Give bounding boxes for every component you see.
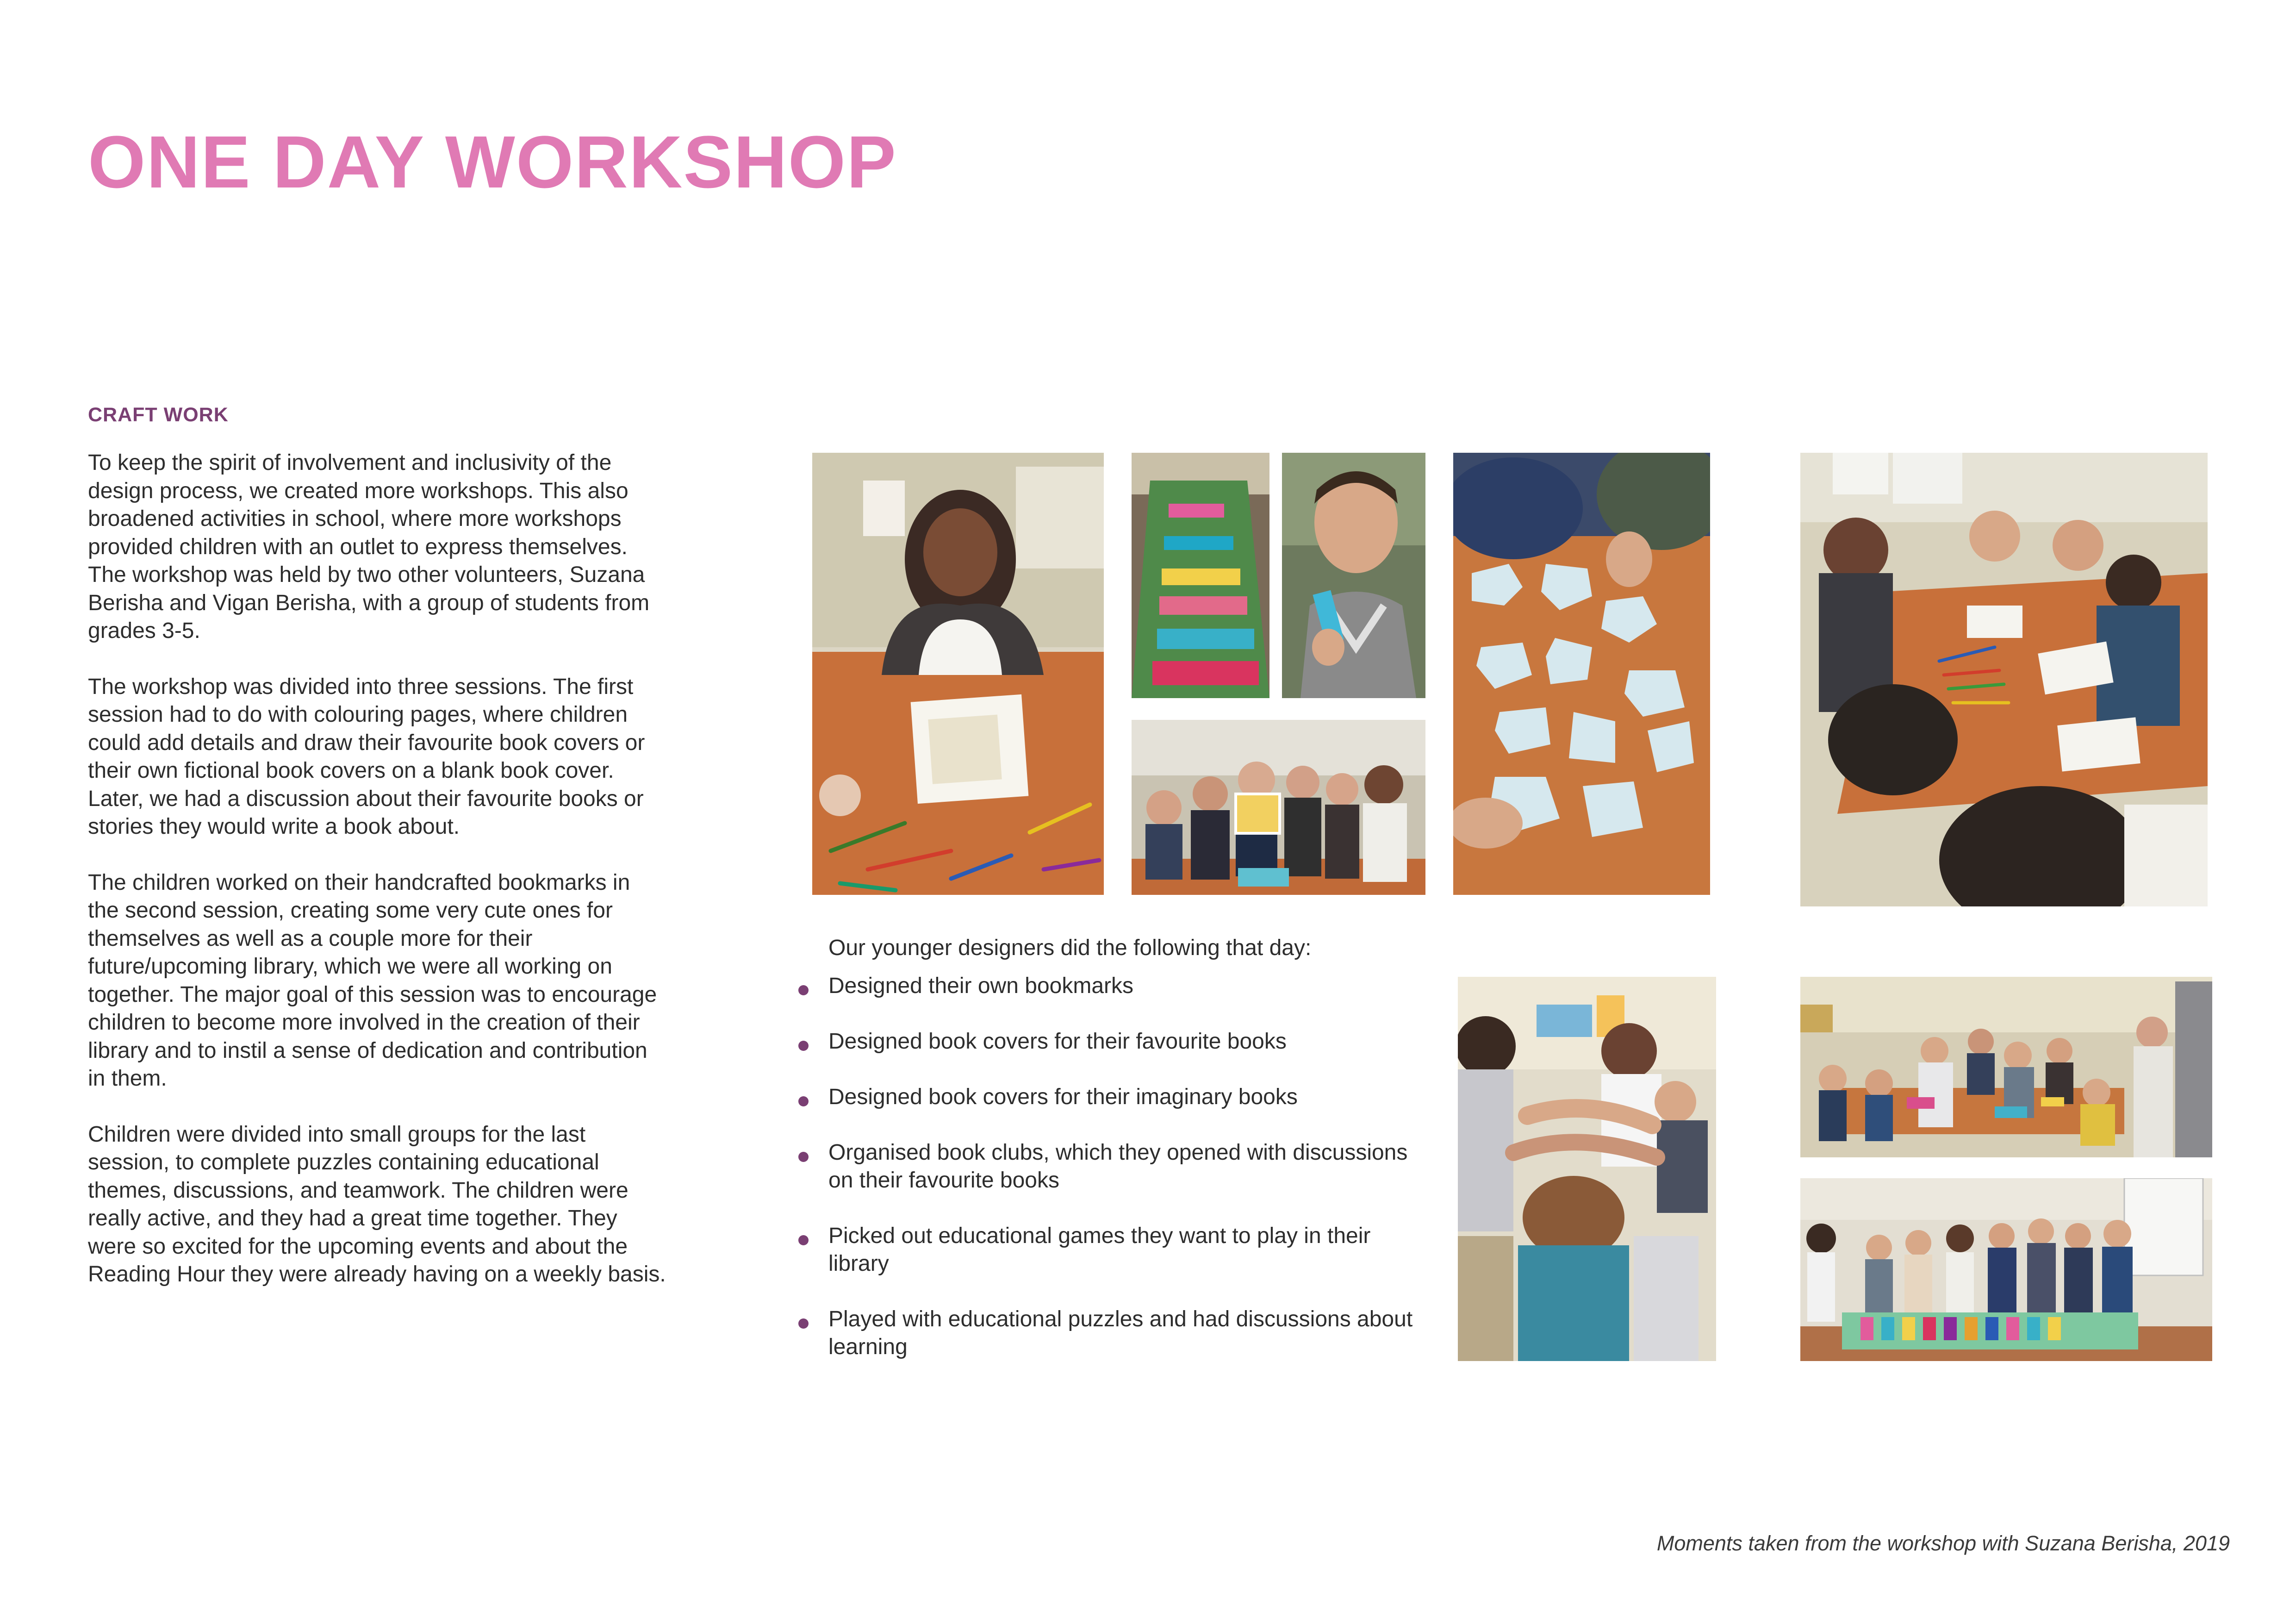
bullet-icon bbox=[798, 1152, 809, 1162]
photo-group-hands bbox=[1458, 977, 1716, 1361]
photo-boy-bookmark bbox=[1282, 453, 1425, 698]
list-item-text: Designed their own bookmarks bbox=[828, 974, 1133, 998]
photo-group-bookmarks bbox=[1800, 1178, 2212, 1361]
list-item bbox=[794, 1305, 1414, 1361]
list-item bbox=[794, 1139, 1414, 1194]
photo-caption: Moments taken from the workshop with Suzana Berisha, 2019 bbox=[1656, 1531, 2230, 1555]
paragraph: To keep the spirit of involvement and inclusivity of the design process, we created more workshops. This also broadened activities in school, where more workshops provided children with an outlet to express themselves. The workshop was held by two other volunteers, Suzana Berisha and Vigan Berisha, with a group of students from grades 3-5. bbox=[88, 450, 650, 643]
bullet-icon bbox=[798, 1096, 809, 1106]
list-item-text: Played with educational puzzles and had discussions about learning bbox=[828, 1307, 1413, 1359]
body-text bbox=[88, 449, 666, 1317]
list-item-text: Picked out educational games they want to play in their library bbox=[828, 1224, 1371, 1276]
list-item-text: Designed book covers for their favourite books bbox=[828, 1029, 1287, 1054]
bullet-icon bbox=[798, 985, 809, 995]
list-item bbox=[794, 972, 1414, 1000]
list-item bbox=[794, 1083, 1414, 1111]
photo-group-drawing bbox=[1132, 720, 1425, 895]
activities-intro: Our younger designers did the following that day: bbox=[828, 936, 1312, 960]
photo-girl-colouring bbox=[812, 453, 1104, 895]
paragraph: The workshop was divided into three sessions. The first session had to do with colouring pages, where children could add details and draw their favourite book covers or their own fictional book covers on a blank book cover. Later, we had a discussion about their favourite books or stories they would write a book about. bbox=[88, 674, 645, 839]
bullet-icon bbox=[798, 1041, 809, 1051]
bullet-icon bbox=[798, 1235, 809, 1245]
paragraph: The children worked on their handcrafted bookmarks in the second session, creating some very cute ones for themselves as well as a couple more for their future/upcoming library, which we were all working on together. The major goal of this session was to encourage children to become more involved in the creation of their library and to instil a sense of dedication and contribution in them. bbox=[88, 870, 657, 1091]
list-item bbox=[794, 1028, 1414, 1056]
bullet-icon bbox=[798, 1318, 809, 1329]
page-title: ONE DAY WORKSHOP bbox=[88, 120, 897, 203]
activities-list bbox=[794, 972, 1414, 1361]
list-item bbox=[794, 1222, 1414, 1278]
list-item-text: Organised book clubs, which they opened with discussions on their favourite books bbox=[828, 1140, 1408, 1193]
paragraph: Children were divided into small groups for the last session, to complete puzzles containing educational themes, discussions, and teamwork. The children were really active, and they had a great time together. They were so excited for the upcoming events and about the Reading Hour they were already having on a weekly basis. bbox=[88, 1122, 666, 1287]
section-heading: CRAFT WORK bbox=[88, 404, 229, 426]
photo-puzzle bbox=[1453, 453, 1710, 895]
photo-colouring-table bbox=[1800, 453, 2208, 906]
list-item-text: Designed book covers for their imaginary books bbox=[828, 1085, 1298, 1109]
photo-bookmarks bbox=[1132, 453, 1269, 698]
photo-classroom bbox=[1800, 977, 2212, 1157]
